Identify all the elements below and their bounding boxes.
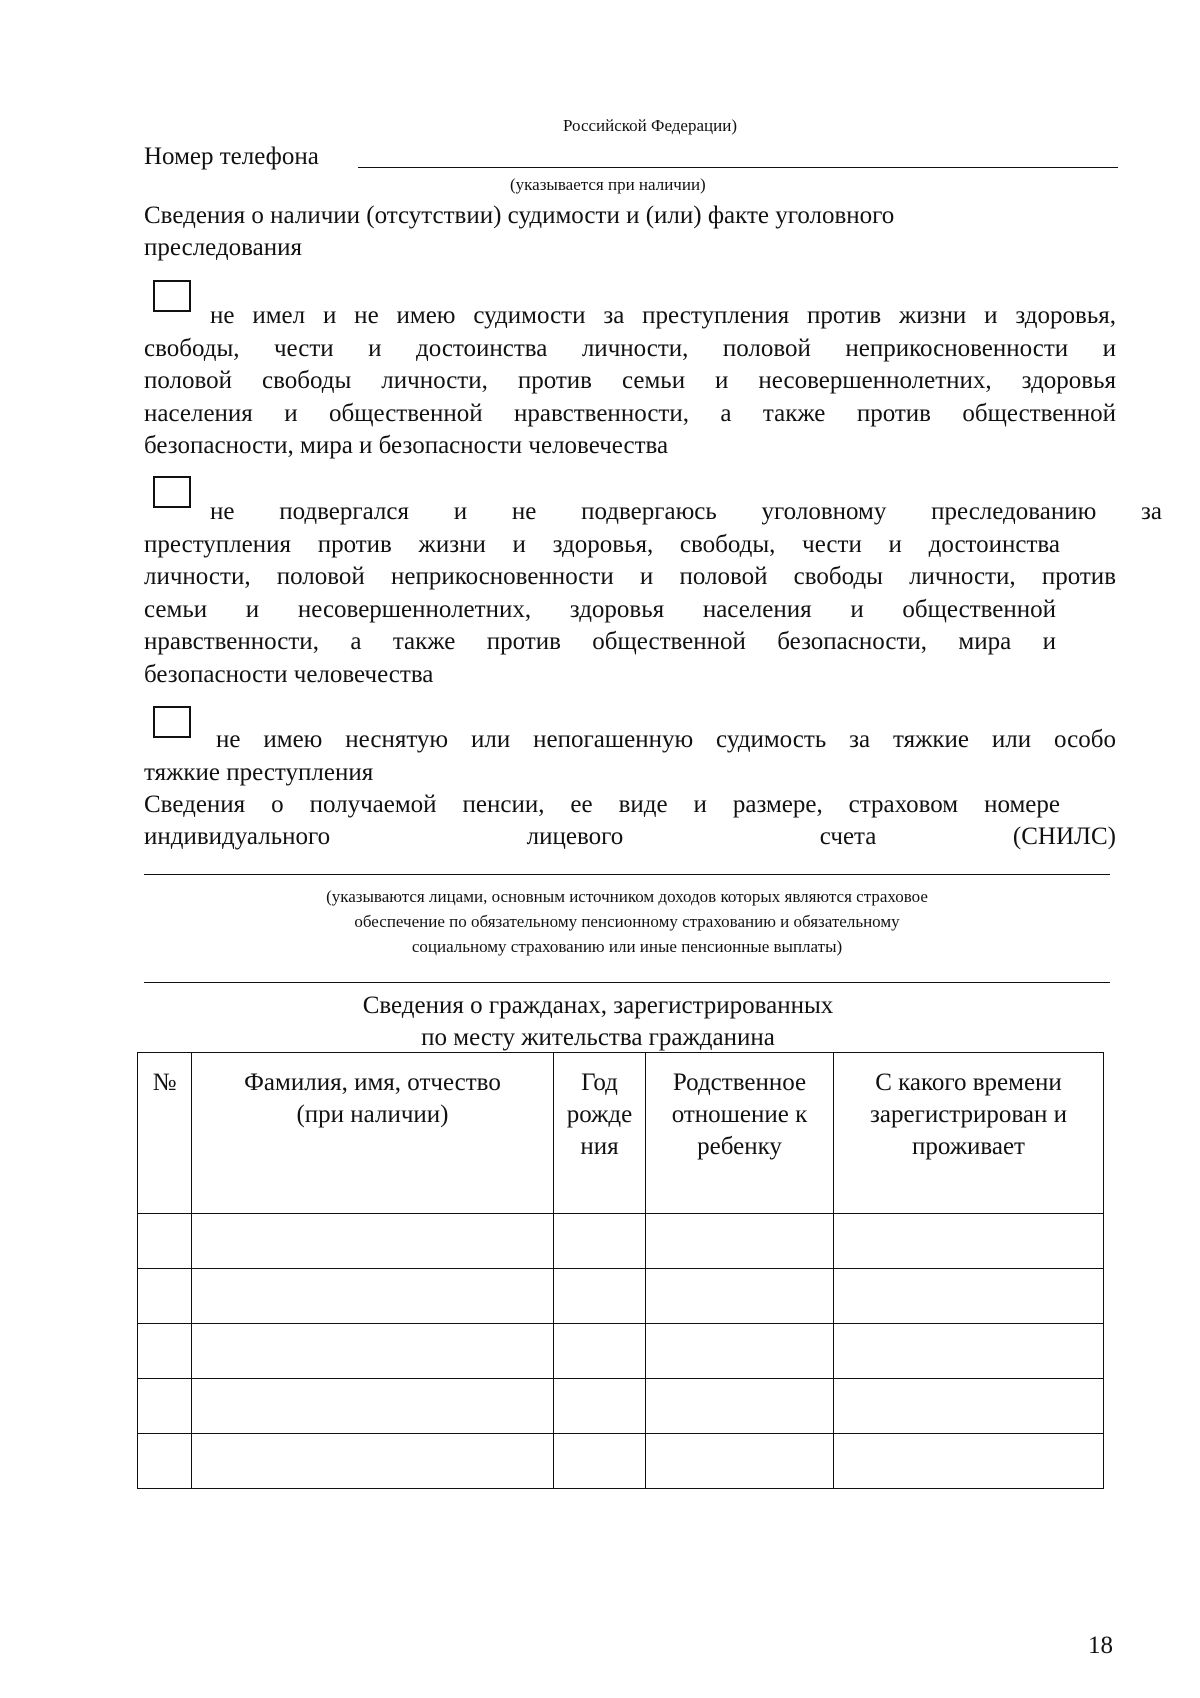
- table-cell[interactable]: [192, 1434, 554, 1489]
- table-cell[interactable]: [192, 1214, 554, 1269]
- table-cell[interactable]: [834, 1269, 1104, 1324]
- pension-note-line: (указываются лицами, основным источником доходов которых являются страховое: [326, 887, 928, 906]
- table-cell[interactable]: [834, 1379, 1104, 1434]
- pension-field-line[interactable]: [144, 874, 1110, 875]
- pension-line2: [144, 821, 1116, 854]
- phone-field-line[interactable]: [358, 167, 1118, 168]
- table-cell[interactable]: [646, 1324, 834, 1379]
- table-cell[interactable]: [138, 1324, 192, 1379]
- header-line: проживает: [911, 1133, 1025, 1160]
- table-cell[interactable]: [834, 1214, 1104, 1269]
- option3-line: тяжкие преступления: [144, 758, 374, 786]
- option2-text: [144, 496, 1162, 691]
- table-header-row: [138, 1053, 1104, 1214]
- table-cell[interactable]: [138, 1269, 192, 1324]
- header-line: ребенку: [697, 1133, 782, 1160]
- pension-note: [144, 884, 1110, 959]
- phone-label: Номер телефона: [144, 143, 319, 170]
- option2-line: не подвергался и не подвергаюсь уголовному преследованию за: [210, 498, 1162, 525]
- table-row: [138, 1324, 1104, 1379]
- table-cell[interactable]: [646, 1379, 834, 1434]
- header-line: ния: [580, 1133, 619, 1160]
- column-header-fullname: [192, 1053, 554, 1214]
- option1-line: половой свободы личности, против семьи и несовершеннолетних, здоровья: [144, 367, 1116, 394]
- header-line: Родственное: [672, 1069, 807, 1096]
- option3-line: не имею неснятую или непогашенную судимость за тяжкие или особо: [216, 726, 1116, 753]
- header-line: зарегистрирован и: [870, 1101, 1067, 1128]
- table-row: [138, 1434, 1104, 1489]
- option1-text: [144, 300, 1116, 463]
- pension-word: счета: [819, 823, 877, 850]
- header-line: №: [152, 1069, 177, 1096]
- table-cell[interactable]: [554, 1214, 646, 1269]
- table-cell[interactable]: [138, 1434, 192, 1489]
- table-cell[interactable]: [554, 1379, 646, 1434]
- option2-line: личности, половой неприкосновенности и половой свободы личности, против: [144, 563, 1116, 590]
- option1-line: не имел и не имею судимости за преступления против жизни и здоровья,: [210, 302, 1116, 329]
- header-line: отношение к: [671, 1101, 808, 1128]
- option2-line: нравственности, а также против общественной безопасности, мира и: [144, 628, 1056, 655]
- table-cell[interactable]: [646, 1434, 834, 1489]
- table-row: [138, 1379, 1104, 1434]
- header-line: (при наличии): [296, 1101, 449, 1128]
- pension-note-line: социальному страхованию или иные пенсионные выплаты): [411, 937, 843, 956]
- registered-citizens-table: [137, 1052, 1104, 1489]
- criminal-heading-line2: преследования: [144, 234, 302, 261]
- option1-line: свободы, чести и достоинства личности, половой неприкосновенности и: [144, 334, 1116, 362]
- pension-word: лицевого: [526, 823, 624, 850]
- header-line: С какого времени: [875, 1069, 1062, 1096]
- table-cell[interactable]: [138, 1379, 192, 1434]
- table-cell[interactable]: [192, 1379, 554, 1434]
- table-cell[interactable]: [192, 1324, 554, 1379]
- header-line: Фамилия, имя, отчество: [244, 1069, 501, 1096]
- table-cell[interactable]: [646, 1214, 834, 1269]
- pension-word: индивидуального: [144, 823, 331, 850]
- table-cell[interactable]: [646, 1269, 834, 1324]
- option2-line: семьи и несовершеннолетних, здоровья населения и общественной: [144, 595, 1056, 623]
- option3-text: [144, 724, 1116, 789]
- table-row: [138, 1214, 1104, 1269]
- table-cell[interactable]: [554, 1434, 646, 1489]
- option1-line: безопасности, мира и безопасности человечества: [144, 432, 669, 459]
- table-cell[interactable]: [192, 1269, 554, 1324]
- option2-line: безопасности человечества: [144, 660, 434, 688]
- table-cell[interactable]: [834, 1434, 1104, 1489]
- page-number: 18: [1088, 1632, 1113, 1659]
- header-line: Год: [581, 1069, 618, 1096]
- table-cell[interactable]: [834, 1324, 1104, 1379]
- table-cell[interactable]: [138, 1214, 192, 1269]
- column-header-relation: [646, 1053, 834, 1214]
- table-cell[interactable]: [554, 1324, 646, 1379]
- option1-line: населения и общественной нравственности, а также против общественной: [144, 399, 1116, 427]
- registered-title-line: Сведения о гражданах, зарегистрированных: [362, 992, 834, 1019]
- column-header-birth-year: [554, 1053, 646, 1214]
- pension-word: (СНИЛС): [1012, 823, 1116, 850]
- registered-title-line: по месту жительства гражданина: [421, 1024, 775, 1051]
- table-row: [138, 1269, 1104, 1324]
- column-header-number: [138, 1053, 192, 1214]
- criminal-heading-line1: Сведения о наличии (отсутствии) судимости и (или) факте уголовного: [144, 202, 895, 229]
- column-header-since: [834, 1053, 1104, 1214]
- federation-caption: Российской Федерации): [563, 116, 737, 135]
- option2-line: преступления против жизни и здоровья, свободы, чести и достоинства: [144, 530, 1060, 558]
- pension-field-line-2[interactable]: [144, 982, 1110, 983]
- phone-note: (указывается при наличии): [510, 175, 706, 194]
- header-line: рожде: [566, 1101, 633, 1128]
- table-cell[interactable]: [554, 1269, 646, 1324]
- pension-note-line: обеспечение по обязательному пенсионному страхованию и обязательному: [354, 912, 900, 931]
- registered-title: [137, 990, 1137, 1054]
- pension-line1: Сведения о получаемой пенсии, ее виде и размере, страховом номере: [144, 791, 1060, 818]
